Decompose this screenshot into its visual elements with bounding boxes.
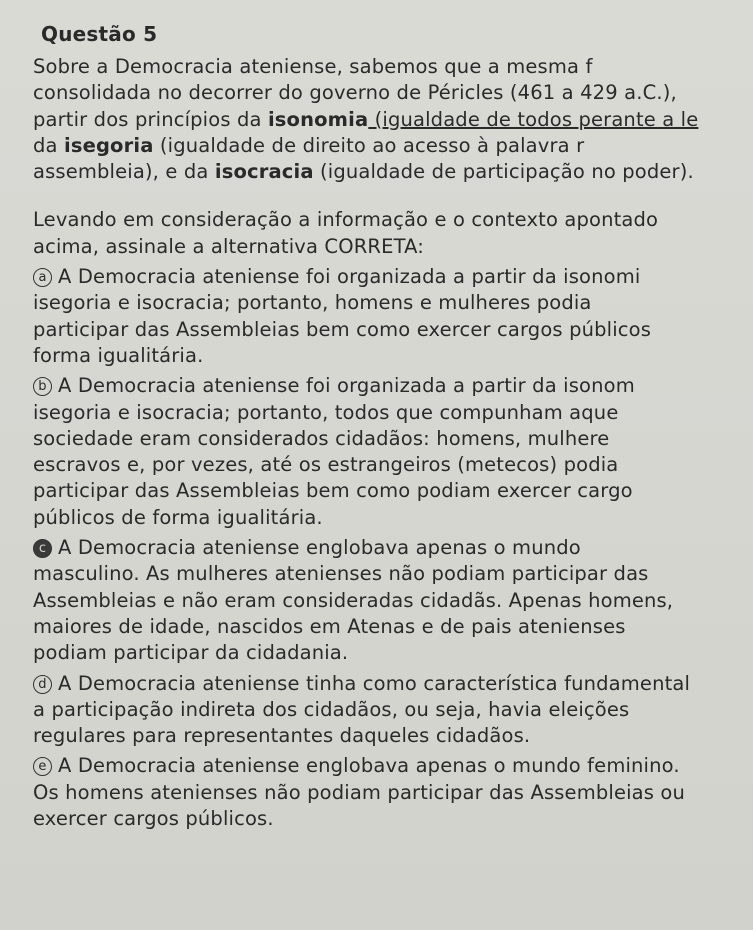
- option-a-line-2: isegoria e isocracia; portanto, homens e mulheres podia: [33, 291, 592, 315]
- question-title: Questão 5: [41, 22, 158, 46]
- option-c[interactable]: [33, 535, 753, 666]
- option-a-line-1: A Democracia ateniense foi organizada a partir da isonomi: [58, 265, 641, 289]
- option-c-line-2: masculino. As mulheres atenienses não podiam participar das: [33, 562, 649, 586]
- option-e-line-3: exercer cargos públicos.: [33, 807, 274, 831]
- option-a-line-3: participar das Assembleias bem como exercer cargos públicos: [33, 317, 652, 341]
- option-b-line-2: isegoria e isocracia; portanto, todos que compunham aque: [33, 400, 619, 424]
- underlined-text: (igualdade de todos perante a le: [368, 107, 699, 131]
- option-d-line-3: regulares para representantes daqueles cidadãos.: [33, 724, 531, 748]
- intro-text: assembleia), e da: [33, 160, 215, 184]
- option-b-line-1: A Democracia ateniense foi organizada a partir da isonom: [58, 374, 635, 398]
- option-d-line-2: a participação indireta dos cidadãos, ou seja, havia eleições: [33, 697, 630, 721]
- option-c-line-1: A Democracia ateniense englobava apenas o mundo: [58, 536, 581, 560]
- term-isocracia: isocracia: [214, 160, 314, 184]
- option-b-circle-icon[interactable]: b: [33, 377, 52, 396]
- option-d-line-1: A Democracia ateniense tinha como característica fundamental: [58, 671, 691, 695]
- question-prompt: [33, 207, 753, 260]
- intro-line-4: [33, 133, 753, 159]
- option-b-line-3: sociedade eram considerados cidadãos: homens, mulhere: [33, 426, 610, 450]
- option-a[interactable]: [33, 264, 753, 369]
- intro-line-2: consolidada no decorrer do governo de Péricles (461 a 429 a.C.),: [33, 81, 677, 105]
- intro-text: (igualdade de direito ao acesso à palavra r: [153, 133, 585, 157]
- intro-line-3: [33, 107, 753, 133]
- intro-line-5: [33, 159, 753, 185]
- term-isonomia: isonomia: [267, 107, 369, 131]
- option-d[interactable]: [33, 671, 753, 750]
- option-b[interactable]: [33, 373, 753, 531]
- option-b-line-6: públicos de forma igualitária.: [33, 505, 323, 529]
- option-a-line-4: forma igualitária.: [33, 343, 204, 367]
- option-c-marked-circle-icon[interactable]: c: [33, 539, 52, 558]
- option-b-line-4: escravos e, por vezes, até os estrangeiros (metecos) podia: [33, 453, 619, 477]
- option-c-line-3: Assembleias e não eram consideradas cidadãs. Apenas homens,: [33, 588, 674, 612]
- term-isegoria: isegoria: [63, 133, 154, 157]
- option-e-circle-icon[interactable]: e: [33, 757, 52, 776]
- option-e[interactable]: [33, 753, 753, 832]
- prompt-line-1: Levando em consideração a informação e o contexto apontado: [33, 208, 659, 232]
- option-a-circle-icon[interactable]: a: [33, 268, 52, 287]
- option-e-line-2: Os homens atenienses não podiam participar das Assembleias ou: [33, 780, 686, 804]
- intro-text: partir dos princípios da: [33, 107, 268, 131]
- intro-line-1: Sobre a Democracia ateniense, sabemos que a mesma f: [33, 55, 593, 78]
- intro-text: (igualdade de participação no poder).: [313, 160, 694, 184]
- option-b-line-5: participar das Assembleias bem como podiam exercer cargo: [33, 479, 633, 503]
- option-e-line-1: A Democracia ateniense englobava apenas o mundo feminino.: [58, 754, 680, 778]
- question-intro: [33, 54, 753, 185]
- option-d-circle-icon[interactable]: d: [33, 675, 52, 694]
- option-c-line-4: maiores de idade, nascidos em Atenas e de pais atenienses: [33, 614, 626, 638]
- option-c-line-5: podiam participar da cidadania.: [33, 641, 349, 665]
- intro-text: da: [33, 133, 64, 157]
- prompt-line-2: acima, assinale a alternativa CORRETA:: [33, 234, 424, 258]
